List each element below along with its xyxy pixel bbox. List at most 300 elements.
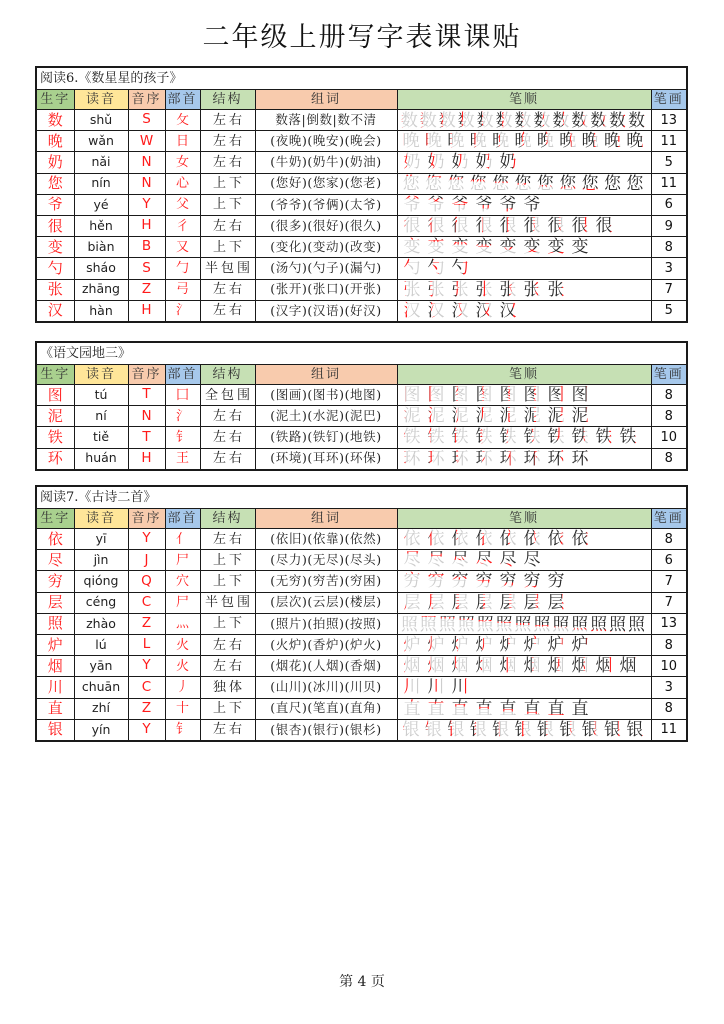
- stroke-step-glyph: 泥: [523, 406, 540, 427]
- character-cell: 依: [36, 529, 74, 550]
- stroke-order-steps: [400, 571, 570, 591]
- stroke-step-glyph: 尽: [451, 550, 468, 571]
- stroke-step-glyph: 奶: [475, 152, 492, 173]
- column-header-strokes: 笔画: [651, 364, 687, 385]
- stroke-step-glyph: 照: [570, 613, 588, 634]
- stroke-order-cell: [397, 406, 651, 427]
- stroke-step-glyph: 爷: [499, 194, 516, 215]
- stroke-step-glyph: 您: [625, 173, 643, 194]
- stroke-step-glyph: 银: [514, 719, 531, 740]
- stroke-step-glyph: 泥: [403, 406, 420, 427]
- stroke-order-sequence: [398, 237, 651, 257]
- stroke-step-glyph: 很: [427, 216, 444, 237]
- stroke-count-cell: 6: [651, 550, 687, 571]
- stroke-step-glyph: 尽: [475, 550, 492, 571]
- stroke-count-cell: 5: [651, 300, 687, 322]
- stroke-step-glyph: 晚: [625, 131, 643, 152]
- stroke-step-glyph: 数: [589, 110, 607, 131]
- stroke-step-glyph: 很: [499, 216, 516, 237]
- radical-cell: 王: [165, 448, 200, 470]
- stroke-step-glyph: 图: [547, 385, 564, 406]
- stroke-step-glyph: 汉: [499, 300, 516, 321]
- pinyin-cell: ní: [74, 406, 128, 427]
- initial-letter-cell: Y: [128, 719, 165, 741]
- stroke-order-sequence: [398, 280, 651, 300]
- character-cell: 川: [36, 677, 74, 698]
- stroke-step-glyph: 变: [427, 237, 444, 258]
- stroke-step-glyph: 数: [495, 110, 513, 131]
- word-group-cell: (无穷)(穷苦)(穷困): [255, 571, 397, 592]
- stroke-step-glyph: 数: [608, 110, 626, 131]
- column-header-char: 生字: [36, 364, 74, 385]
- stroke-step-glyph: 银: [625, 719, 643, 740]
- structure-cell: 左右: [200, 656, 255, 677]
- character-row: [36, 300, 687, 322]
- column-header-stroke-order: 笔顺: [397, 89, 651, 110]
- initial-letter-cell: W: [128, 131, 165, 152]
- stroke-step-glyph: 变: [499, 237, 516, 258]
- radical-cell: 心: [165, 173, 200, 194]
- character-row: [36, 448, 687, 470]
- initial-letter-cell: Y: [128, 656, 165, 677]
- stroke-step-glyph: 银: [402, 719, 420, 740]
- column-header-initial: 音序: [128, 89, 165, 110]
- stroke-step-glyph: 尽: [403, 550, 420, 571]
- stroke-step-glyph: 变: [475, 237, 492, 258]
- character-row: [36, 656, 687, 677]
- character-row: [36, 406, 687, 427]
- initial-letter-cell: T: [128, 385, 165, 406]
- character-row: [36, 110, 687, 131]
- header-row: [36, 89, 687, 110]
- stroke-step-glyph: 照: [514, 613, 531, 634]
- character-cell: 数: [36, 110, 74, 131]
- column-header-pinyin: 读音: [74, 508, 128, 529]
- radical-cell: 氵: [165, 300, 200, 322]
- character-cell: 您: [36, 173, 74, 194]
- stroke-order-cell: [397, 613, 651, 634]
- structure-cell: 左右: [200, 406, 255, 427]
- stroke-count-cell: 6: [651, 194, 687, 215]
- stroke-step-glyph: 泥: [571, 406, 588, 427]
- stroke-step-glyph: 依: [403, 529, 420, 550]
- stroke-count-cell: 13: [651, 110, 687, 131]
- stroke-step-glyph: 环: [499, 448, 516, 469]
- pinyin-cell: chuān: [74, 677, 128, 698]
- stroke-step-glyph: 数: [627, 110, 645, 131]
- stroke-step-glyph: 铁: [403, 427, 420, 448]
- pinyin-cell: céng: [74, 592, 128, 613]
- character-cell: 奶: [36, 152, 74, 173]
- stroke-step-glyph: 晚: [424, 131, 442, 152]
- structure-cell: 左右: [200, 719, 255, 741]
- structure-cell: 半包围: [200, 592, 255, 613]
- structure-cell: 左右: [200, 110, 255, 131]
- section-title-row: [36, 67, 687, 89]
- radical-cell: 火: [165, 634, 200, 655]
- character-cell: 环: [36, 448, 74, 470]
- stroke-step-glyph: 很: [523, 216, 540, 237]
- stroke-order-cell: [397, 698, 651, 719]
- stroke-step-glyph: 银: [424, 719, 442, 740]
- character-row: [36, 258, 687, 279]
- stroke-count-cell: 8: [651, 406, 687, 427]
- column-header-pinyin: 读音: [74, 89, 128, 110]
- stroke-step-glyph: 烟: [403, 656, 420, 677]
- stroke-step-glyph: 穷: [475, 571, 492, 592]
- stroke-order-cell: [397, 385, 651, 406]
- radical-cell: 女: [165, 152, 200, 173]
- stroke-step-glyph: 变: [571, 237, 588, 258]
- stroke-order-steps: [400, 195, 546, 215]
- pinyin-cell: huán: [74, 448, 128, 470]
- pinyin-cell: lú: [74, 634, 128, 655]
- stroke-step-glyph: 数: [514, 110, 531, 131]
- stroke-order-sequence: [398, 550, 651, 570]
- stroke-step-glyph: 照: [532, 613, 550, 634]
- section-title-row: [36, 342, 687, 364]
- stroke-step-glyph: 数: [400, 110, 418, 131]
- stroke-order-cell: [397, 258, 651, 279]
- initial-letter-cell: L: [128, 634, 165, 655]
- stroke-step-glyph: 变: [547, 237, 564, 258]
- stroke-order-sequence: [398, 216, 651, 236]
- stroke-order-cell: [397, 571, 651, 592]
- stroke-step-glyph: 铁: [595, 427, 612, 448]
- stroke-step-glyph: 炉: [523, 635, 540, 656]
- stroke-order-sequence: [398, 152, 651, 172]
- radical-cell: 丿: [165, 677, 200, 698]
- stroke-count-cell: 10: [651, 427, 687, 448]
- character-row: [36, 131, 687, 152]
- pinyin-cell: zhāng: [74, 279, 128, 300]
- stroke-step-glyph: 直: [475, 698, 492, 719]
- stroke-step-glyph: 川: [451, 677, 468, 698]
- structure-cell: 上下: [200, 613, 255, 634]
- stroke-step-glyph: 勺: [427, 258, 444, 279]
- stroke-order-steps: [400, 258, 474, 278]
- stroke-step-glyph: 银: [446, 719, 464, 740]
- stroke-order-steps: [400, 237, 594, 257]
- stroke-step-glyph: 烟: [475, 656, 492, 677]
- stroke-step-glyph: 炉: [499, 635, 516, 656]
- stroke-step-glyph: 炉: [427, 635, 444, 656]
- initial-letter-cell: N: [128, 173, 165, 194]
- stroke-order-sequence: [398, 385, 651, 405]
- stroke-count-cell: 3: [651, 677, 687, 698]
- character-row: [36, 194, 687, 215]
- stroke-order-sequence: [398, 195, 651, 215]
- radical-cell: 火: [165, 656, 200, 677]
- pinyin-cell: wǎn: [74, 131, 128, 152]
- pinyin-cell: jìn: [74, 550, 128, 571]
- word-group-cell: (夜晚)(晚安)(晚会): [255, 131, 397, 152]
- stroke-step-glyph: 奶: [499, 152, 516, 173]
- structure-cell: 全包围: [200, 385, 255, 406]
- pinyin-cell: yín: [74, 719, 128, 741]
- word-group-cell: (层次)(云层)(楼层): [255, 592, 397, 613]
- character-cell: 很: [36, 215, 74, 236]
- page-number-footer: 第 4 页: [339, 974, 385, 990]
- stroke-step-glyph: 铁: [547, 427, 564, 448]
- radical-cell: 日: [165, 131, 200, 152]
- stroke-order-cell: [397, 110, 651, 131]
- stroke-order-steps: [400, 385, 594, 405]
- stroke-step-glyph: 晚: [536, 131, 554, 152]
- pinyin-cell: yé: [74, 194, 128, 215]
- character-row: [36, 385, 687, 406]
- stroke-step-glyph: 汉: [427, 300, 444, 321]
- initial-letter-cell: T: [128, 427, 165, 448]
- stroke-step-glyph: 炉: [451, 635, 468, 656]
- stroke-step-glyph: 照: [476, 613, 494, 634]
- stroke-step-glyph: 烟: [499, 656, 516, 677]
- stroke-step-glyph: 烟: [547, 656, 564, 677]
- stroke-step-glyph: 张: [523, 279, 540, 300]
- stroke-order-sequence: [398, 174, 651, 194]
- word-group-cell: (汤勺)(勺子)(漏勺): [255, 258, 397, 279]
- radical-cell: 十: [165, 698, 200, 719]
- stroke-step-glyph: 直: [427, 698, 444, 719]
- stroke-step-glyph: 图: [451, 385, 468, 406]
- initial-letter-cell: N: [128, 152, 165, 173]
- stroke-order-cell: [397, 215, 651, 236]
- stroke-step-glyph: 数: [570, 110, 588, 131]
- initial-letter-cell: S: [128, 110, 165, 131]
- character-row: [36, 592, 687, 613]
- character-row: [36, 427, 687, 448]
- character-row: [36, 215, 687, 236]
- stroke-step-glyph: 银: [491, 719, 509, 740]
- stroke-step-glyph: 穷: [523, 571, 540, 592]
- stroke-count-cell: 5: [651, 152, 687, 173]
- stroke-order-sequence: [398, 699, 651, 719]
- radical-cell: 攵: [165, 110, 200, 131]
- character-cell: 爷: [36, 194, 74, 215]
- stroke-step-glyph: 银: [603, 719, 621, 740]
- stroke-order-sequence: [398, 571, 651, 591]
- character-row: [36, 719, 687, 741]
- stroke-count-cell: 3: [651, 258, 687, 279]
- structure-cell: 上下: [200, 550, 255, 571]
- structure-cell: 左右: [200, 152, 255, 173]
- word-group-cell: (铁路)(铁钉)(地铁): [255, 427, 397, 448]
- stroke-step-glyph: 依: [523, 529, 540, 550]
- stroke-count-cell: 8: [651, 448, 687, 470]
- stroke-order-sequence: [398, 720, 651, 740]
- column-header-stroke-order: 笔顺: [397, 508, 651, 529]
- stroke-step-glyph: 照: [589, 613, 607, 634]
- stroke-step-glyph: 图: [571, 385, 588, 406]
- word-group-cell: (汉字)(汉语)(好汉): [255, 300, 397, 322]
- radical-cell: 尸: [165, 550, 200, 571]
- stroke-order-sequence: [398, 593, 651, 613]
- stroke-step-glyph: 环: [403, 448, 420, 469]
- character-cell: 烟: [36, 656, 74, 677]
- character-row: [36, 152, 687, 173]
- initial-letter-cell: Z: [128, 698, 165, 719]
- stroke-order-steps: [400, 216, 618, 236]
- stroke-step-glyph: 汉: [451, 300, 468, 321]
- radical-cell: 灬: [165, 613, 200, 634]
- stroke-step-glyph: 您: [514, 173, 531, 194]
- stroke-step-glyph: 张: [451, 279, 468, 300]
- stroke-count-cell: 8: [651, 698, 687, 719]
- stroke-count-cell: 7: [651, 592, 687, 613]
- stroke-order-sequence: [398, 258, 651, 278]
- character-cell: 晚: [36, 131, 74, 152]
- character-cell: 铁: [36, 427, 74, 448]
- character-cell: 炉: [36, 634, 74, 655]
- stroke-step-glyph: 直: [403, 698, 420, 719]
- stroke-order-steps: [400, 131, 648, 151]
- column-header-strokes: 笔画: [651, 89, 687, 110]
- stroke-step-glyph: 照: [400, 613, 418, 634]
- stroke-step-glyph: 图: [499, 385, 516, 406]
- initial-letter-cell: J: [128, 550, 165, 571]
- stroke-step-glyph: 烟: [451, 656, 468, 677]
- stroke-step-glyph: 穷: [427, 571, 444, 592]
- stroke-order-cell: [397, 237, 651, 258]
- character-row: [36, 550, 687, 571]
- stroke-step-glyph: 炉: [547, 635, 564, 656]
- stroke-step-glyph: 很: [475, 216, 492, 237]
- pinyin-cell: sháo: [74, 258, 128, 279]
- character-cell: 穷: [36, 571, 74, 592]
- stroke-step-glyph: 铁: [475, 427, 492, 448]
- stroke-step-glyph: 层: [403, 592, 420, 613]
- stroke-step-glyph: 环: [451, 448, 468, 469]
- stroke-step-glyph: 晚: [402, 131, 420, 152]
- structure-cell: 左右: [200, 529, 255, 550]
- stroke-step-glyph: 层: [475, 592, 492, 613]
- stroke-order-sequence: [398, 614, 651, 634]
- column-header-words: 组词: [255, 89, 397, 110]
- pinyin-cell: zhí: [74, 698, 128, 719]
- stroke-order-cell: [397, 173, 651, 194]
- character-row: [36, 237, 687, 258]
- pinyin-cell: qióng: [74, 571, 128, 592]
- stroke-order-sequence: [398, 301, 651, 321]
- column-header-char: 生字: [36, 89, 74, 110]
- stroke-count-cell: 8: [651, 529, 687, 550]
- stroke-step-glyph: 照: [438, 613, 456, 634]
- radical-cell: 父: [165, 194, 200, 215]
- structure-cell: 上下: [200, 194, 255, 215]
- document-title: 二年级上册写字表课课贴: [202, 22, 522, 53]
- stroke-count-cell: 11: [651, 719, 687, 741]
- stroke-step-glyph: 您: [603, 173, 621, 194]
- word-group-cell: (山川)(冰川)(川贝): [255, 677, 397, 698]
- character-cell: 张: [36, 279, 74, 300]
- stroke-count-cell: 13: [651, 613, 687, 634]
- stroke-step-glyph: 尽: [427, 550, 444, 571]
- stroke-step-glyph: 汉: [403, 300, 420, 321]
- initial-letter-cell: B: [128, 237, 165, 258]
- stroke-step-glyph: 层: [451, 592, 468, 613]
- character-row: [36, 173, 687, 194]
- stroke-step-glyph: 川: [427, 677, 444, 698]
- stroke-order-steps: [400, 677, 474, 697]
- stroke-step-glyph: 勺: [403, 258, 420, 279]
- word-group-cell: (牛奶)(奶牛)(奶油): [255, 152, 397, 173]
- stroke-order-cell: [397, 427, 651, 448]
- column-header-strokes: 笔画: [651, 508, 687, 529]
- stroke-order-steps: [400, 614, 648, 634]
- stroke-step-glyph: 爷: [403, 194, 420, 215]
- character-table: [35, 66, 688, 323]
- stroke-step-glyph: 穷: [499, 571, 516, 592]
- structure-cell: 上下: [200, 173, 255, 194]
- radical-cell: 亻: [165, 529, 200, 550]
- word-group-cell: (依旧)(依靠)(依然): [255, 529, 397, 550]
- stroke-step-glyph: 层: [427, 592, 444, 613]
- radical-cell: 钅: [165, 719, 200, 741]
- stroke-order-cell: [397, 152, 651, 173]
- stroke-step-glyph: 奶: [427, 152, 444, 173]
- stroke-step-glyph: 穷: [451, 571, 468, 592]
- stroke-count-cell: 8: [651, 237, 687, 258]
- stroke-step-glyph: 图: [475, 385, 492, 406]
- stroke-step-glyph: 照: [457, 613, 475, 634]
- column-header-radical: 部首: [165, 508, 200, 529]
- stroke-order-sequence: [398, 427, 651, 447]
- pinyin-cell: tiě: [74, 427, 128, 448]
- stroke-order-steps: [400, 635, 594, 655]
- stroke-step-glyph: 您: [446, 173, 464, 194]
- stroke-order-steps: [400, 280, 570, 300]
- stroke-step-glyph: 照: [495, 613, 513, 634]
- stroke-count-cell: 8: [651, 634, 687, 655]
- stroke-step-glyph: 依: [475, 529, 492, 550]
- stroke-step-glyph: 勺: [451, 258, 468, 279]
- stroke-step-glyph: 张: [427, 279, 444, 300]
- stroke-step-glyph: 晚: [603, 131, 621, 152]
- stroke-order-cell: [397, 656, 651, 677]
- column-header-words: 组词: [255, 364, 397, 385]
- word-group-cell: (尽力)(无尽)(尽头): [255, 550, 397, 571]
- column-header-structure: 结构: [200, 89, 255, 110]
- column-header-initial: 音序: [128, 508, 165, 529]
- stroke-order-sequence: [398, 529, 651, 549]
- stroke-order-cell: [397, 550, 651, 571]
- stroke-step-glyph: 晚: [446, 131, 464, 152]
- initial-letter-cell: C: [128, 592, 165, 613]
- pinyin-cell: zhào: [74, 613, 128, 634]
- stroke-step-glyph: 炉: [403, 635, 420, 656]
- stroke-step-glyph: 直: [451, 698, 468, 719]
- stroke-order-cell: [397, 677, 651, 698]
- pinyin-cell: tú: [74, 385, 128, 406]
- stroke-step-glyph: 您: [558, 173, 576, 194]
- stroke-step-glyph: 照: [419, 613, 437, 634]
- initial-letter-cell: Q: [128, 571, 165, 592]
- stroke-step-glyph: 晚: [469, 131, 487, 152]
- stroke-step-glyph: 泥: [547, 406, 564, 427]
- stroke-step-glyph: 很: [595, 216, 612, 237]
- stroke-step-glyph: 很: [451, 216, 468, 237]
- stroke-step-glyph: 奶: [451, 152, 468, 173]
- stroke-step-glyph: 图: [523, 385, 540, 406]
- stroke-order-steps: [400, 152, 522, 172]
- section-title: 阅读7.《古诗二首》: [36, 486, 687, 508]
- stroke-step-glyph: 烟: [523, 656, 540, 677]
- stroke-step-glyph: 变: [451, 237, 468, 258]
- stroke-order-sequence: [398, 677, 651, 697]
- stroke-step-glyph: 依: [451, 529, 468, 550]
- stroke-step-glyph: 环: [523, 448, 540, 469]
- stroke-step-glyph: 变: [403, 237, 420, 258]
